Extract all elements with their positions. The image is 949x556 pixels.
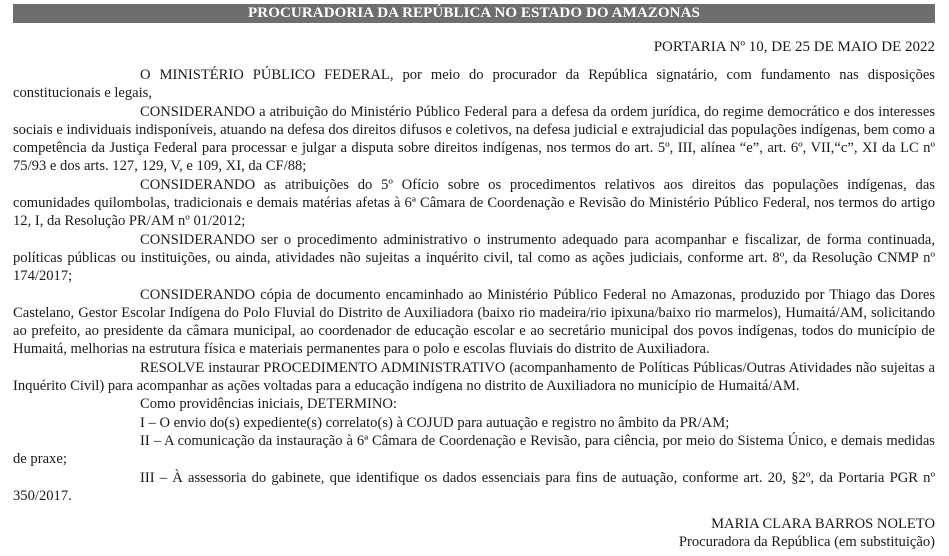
paragraph-determino: Como providências iniciais, DETERMINO:	[140, 396, 397, 413]
paragraph-considerando-3: CONSIDERANDO ser o procedimento administrativo o instrumento adequado para acompanhar e fiscalizar, de forma continuada, políticas públicas ou instituições, ou ainda, atividades não sujeitas a inquérito civil, tal como as ações judiciais, conforme art. 8º, da Resolução CNMP nº 174/2017;	[13, 231, 935, 285]
document-body	[13, 66, 935, 505]
paragraph-item-2: II – A comunicação da instauração à 6ª Câmara de Coordenação e Revisão, para ciência, por meio do Sistema Único, e demais medidas de praxe;	[13, 432, 935, 468]
paragraph-preamble: O MINISTÉRIO PÚBLICO FEDERAL, por meio do procurador da República signatário, com fundamento nas disposições constitucionais e legais,	[13, 67, 935, 102]
paragraph-item-1: I – O envio do(s) expediente(s) correlato(s) à COJUD para autuação e registro no âmbito da PR/AM;	[140, 414, 730, 431]
signature-role: Procuradora da República (em substituição)	[678, 534, 935, 551]
paragraph-considerando-4: CONSIDERANDO cópia de documento encaminhado ao Ministério Público Federal no Amazonas, produzido por Thiago das Dores Castelano, Gestor Escolar Indígena do Polo Fluvial do Distrito de Auxiliadora (baixo rio madeira/rio ipixuna/baixo rio marmelos), Humaitá/AM, solicitando ao prefeito, ao presidente da câmara municipal, ao coordenador de educação escolar e ao secretário municipal dos povos indígenas, todos do município de Humaitá, melhorias na estrutura física e materiais permanentes para o polo e escolas fluviais do distrito de Auxiliadora.	[13, 286, 935, 358]
paragraph-considerando-1: CONSIDERANDO a atribuição do Ministério Público Federal para a defesa da ordem jurídica, do regime democrático e dos interesses sociais e individuais indisponíveis, atuando na defesa dos direitos difusos e coletivos, na defesa judicial e extrajudicial das populações indígenas, bem como a competência da Justiça Federal para processar e julgar a disputa sobre direitos indígenas, nos termos do art. 5º, III, alínea “e”, art. 6º, VII,“c”, XI da LC nº 75/93 e dos arts. 127, 129, V, e 109, XI, da CF/88;	[13, 103, 936, 175]
portaria-title: PORTARIA Nº 10, DE 25 DE MAIO DE 2022	[653, 39, 935, 55]
paragraph-resolve: RESOLVE instaurar PROCEDIMENTO ADMINISTRATIVO (acompanhamento de Políticas Públicas/Outras Atividades não sujeitas a Inquérito Civil) para acompanhar as ações voltadas para a educação indígena no distrito de Auxiliadora no município de Humaitá/AM.	[13, 359, 935, 395]
institution-header: PROCURADORIA DA REPÚBLICA NO ESTADO DO AMAZONAS	[13, 4, 935, 23]
paragraph-item-3: III – À assessoria do gabinete, que identifique os dados essenciais para fins de autuação, conforme art. 20, §2º, da Portaria PGR nº 350/2017.	[13, 469, 935, 504]
paragraph-considerando-2: CONSIDERANDO as atribuições do 5º Ofício sobre os procedimentos relativos aos direitos das populações indígenas, das comunidades quilombolas, tradicionais e demais matérias afetas à 6ª Câmara de Coordenação e Revisão do Ministério Público Federal, nos termos do artigo 12, I, da Resolução PR/AM nº 01/2012;	[13, 176, 935, 230]
signature-block	[679, 515, 935, 552]
signature-name: MARIA CLARA BARROS NOLETO	[711, 516, 935, 532]
